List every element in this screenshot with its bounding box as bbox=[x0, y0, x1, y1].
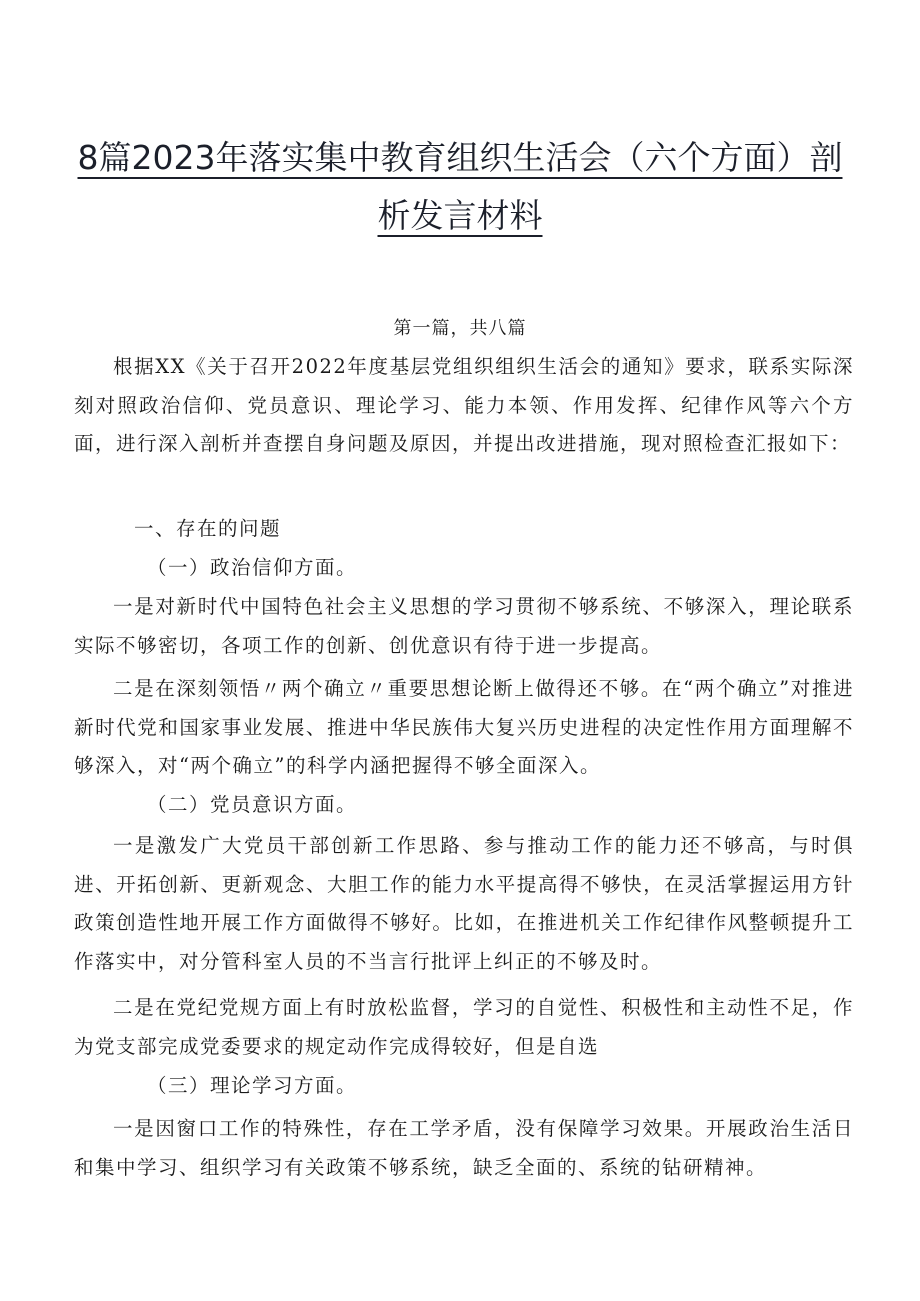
section-heading-problems: 一、存在的问题 bbox=[134, 517, 282, 540]
document-title-line-1 bbox=[60, 132, 860, 179]
subsection-heading-political-belief: （一）政治信仰方面。 bbox=[147, 556, 358, 579]
document-title-line-2 bbox=[60, 190, 860, 237]
paragraph-party-2: 二是在党纪党规方面上有时放松监督，学习的自觉性、积极性和主动性不足，作为党支部完成党委要求的规定动作完成得较好，但是自选 bbox=[74, 996, 854, 1058]
title-text-1: 8篇2023年落实集中教育组织生活会（六个方面）剖 bbox=[77, 138, 843, 177]
paragraph-political-1: 一是对新时代中国特色社会主义思想的学习贯彻不够系统、不够深入，理论联系实际不够密切，各项工作的创新、创优意识有待于进一步提高。 bbox=[74, 595, 854, 657]
intro-paragraph: 根据XX《关于召开2022年度基层党组织组织生活会的通知》要求，联系实际深刻对照政治信仰、党员意识、理论学习、能力本领、作用发挥、纪律作风等六个方面，进行深入剖析并查摆自身问题及原因，并提出改进措施，现对照检查汇报如下： bbox=[74, 355, 854, 456]
paragraph-theory-1: 一是因窗口工作的特殊性，存在工学矛盾，没有保障学习效果。开展政治生活日和集中学习、组织学习有关政策不够系统，缺乏全面的、系统的钻研精神。 bbox=[74, 1117, 854, 1179]
document-subtitle: 第一篇，共八篇 bbox=[393, 318, 527, 339]
subsection-heading-party-awareness: （二）党员意识方面。 bbox=[147, 793, 358, 816]
subsection-heading-theory-study: （三）理论学习方面。 bbox=[147, 1074, 358, 1097]
paragraph-party-1: 一是激发广大党员干部创新工作思路、参与推动工作的能力还不够高，与时俱进、开拓创新、更新观念、大胆工作的能力水平提高得不够快，在灵活掌握运用方针政策创造性地开展工作方面做得不够好。比如，在推进机关工作纪律作风整顿提升工作落实中，对分管科室人员的不当言行批评上纠正的不够及时。 bbox=[74, 834, 854, 973]
paragraph-political-2: 二是在深刻领悟〃两个确立〃重要思想论断上做得还不够。在“两个确立”对推进新时代党和国家事业发展、推进中华民族伟大复兴历史进程的决定性作用方面理解不够深入，对“两个确立”的科学内涵把握得不够全面深入。 bbox=[74, 677, 854, 778]
title-text-2: 析发言材料 bbox=[377, 196, 543, 235]
